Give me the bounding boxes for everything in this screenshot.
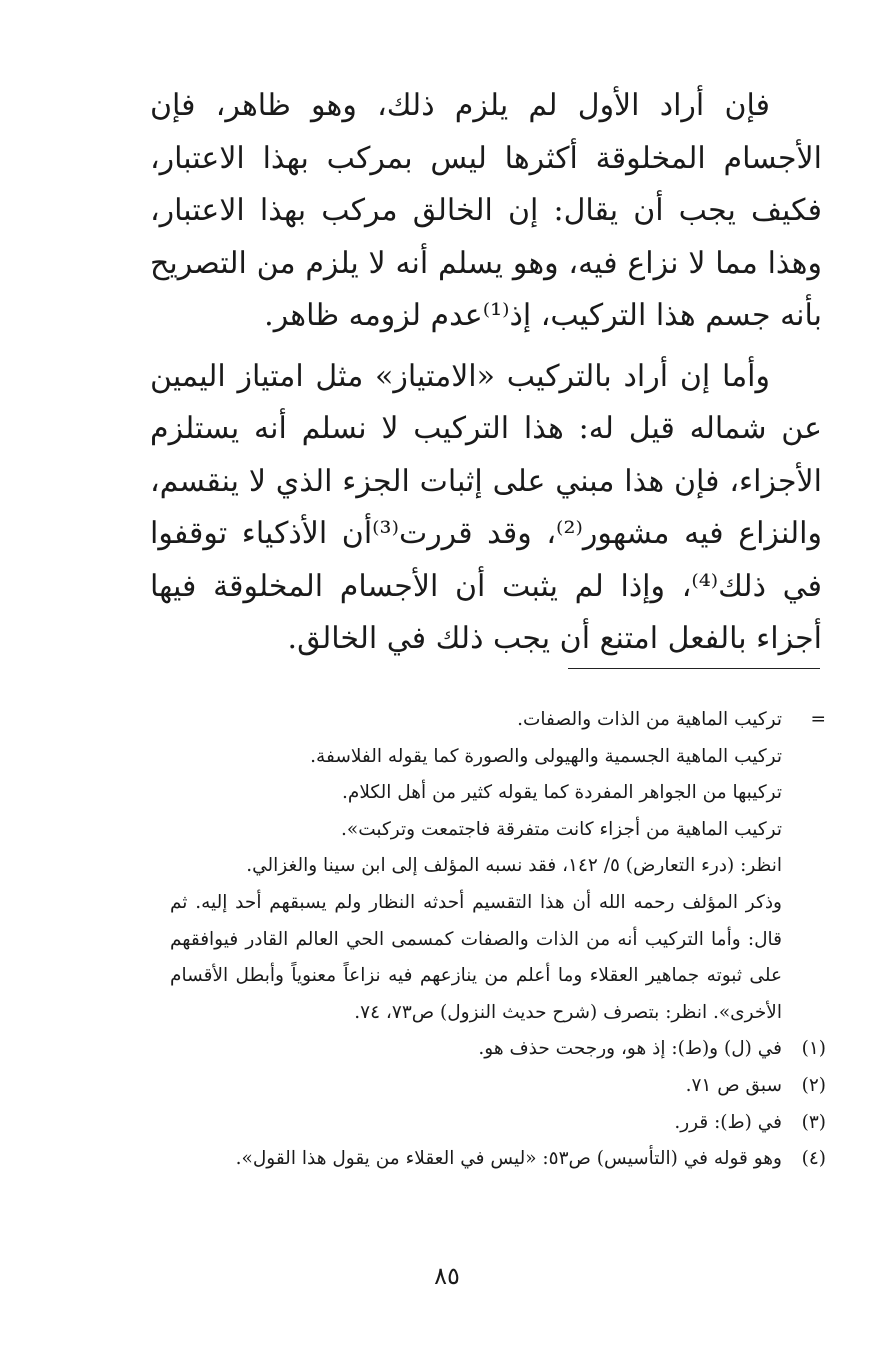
- continuation-line: تركيب الماهية من أجزاء كانت متفرقة فاجتمعت وتركبت».: [341, 818, 782, 840]
- continuation-line: انظر: (درء التعارض) ٥/ ١٤٢، فقد نسبه المؤلف إلى ابن سينا والغزالي.: [246, 855, 782, 877]
- main-paragraph-1: فإن أراد الأول لم يلزم ذلك، وهو ظاهر، فإن الأجسام المخلوقة أكثرها ليس بمركب بهذا الاعتبار، فكيف يجب أن يقال: إن الخالق مركب بهذا الاعتبار، وهذا مما لا نزاع فيه، وهو يسلم أنه لا يلزم من التصريح بأنه جسم هذا التركيب، إذ⁽¹⁾عدم لزومه ظاهر.: [150, 88, 822, 333]
- continuation-line: تركيب الماهية الجسمية والهيولى والصورة كما يقوله الفلاسفة.: [310, 745, 782, 767]
- continuation-line: تركيب الماهية من الذات والصفات.: [517, 709, 782, 730]
- footnote-continuation: [170, 702, 826, 1031]
- footnote-text: وهو قوله في (التأسيس) ص٥٣: «ليس في العقلاء من يقول هذا القول».: [235, 1148, 782, 1170]
- footnotes: [170, 702, 826, 1178]
- footnote-text: في (ط): قرر.: [674, 1111, 782, 1133]
- footnote-3: [170, 1105, 826, 1142]
- footnote-marker: (٢): [801, 1074, 826, 1096]
- main-paragraph-2: وأما إن أراد بالتركيب «الامتياز» مثل امتياز اليمين عن شماله قيل له: هذا التركيب لا نسلم أنه يستلزم الأجزاء، فإن هذا مبني على إثبات الجزء الذي لا ينقسم، والنزاع فيه مشهور⁽²⁾، وقد قررت⁽³⁾أن الأذكياء توقفوا في ذلك⁽⁴⁾، وإذا لم يثبت أن الأجسام المخلوقة فيها أجزاء بالفعل امتنع أن يجب ذلك في الخالق.: [150, 358, 822, 656]
- footnote-text: سبق ص ٧١.: [685, 1074, 782, 1096]
- footnote-4: [170, 1141, 826, 1178]
- continuation-body: [170, 702, 782, 1031]
- footnote-2: [170, 1068, 826, 1105]
- footnote-marker: (٤): [801, 1148, 826, 1170]
- continuation-line: تركيبها من الجواهر المفردة كما يقوله كثير من أهل الكلام.: [342, 782, 782, 804]
- page-number: ٨٥: [434, 1262, 460, 1290]
- footnote-marker: (١): [801, 1038, 826, 1060]
- footnote-text: في (ل) و(ط): إذ هو، ورجحت حذف هو.: [478, 1038, 782, 1060]
- continuation-line: وذكر المؤلف رحمه الله أن هذا التقسيم أحدثه النظار ولم يسبقهم أحد إليه. ثم قال: وأما التركيب أنه من الذات والصفات كمسمى الحي العالم القادر فيوافقهم على ثبوته جماهير العقلاء وما أعلم من ينازعهم فيه نزاعاً معنوياً وأبطل الأقسام الأخرى». انظر: بتصرف (شرح حديث النزول) ص٧٣، ٧٤.: [170, 891, 782, 1023]
- main-text: [150, 80, 822, 666]
- footnote-marker: (٣): [801, 1111, 826, 1133]
- footnote-1: [170, 1031, 826, 1068]
- footnote-separator: [568, 668, 820, 669]
- continuation-marker: =: [810, 709, 826, 730]
